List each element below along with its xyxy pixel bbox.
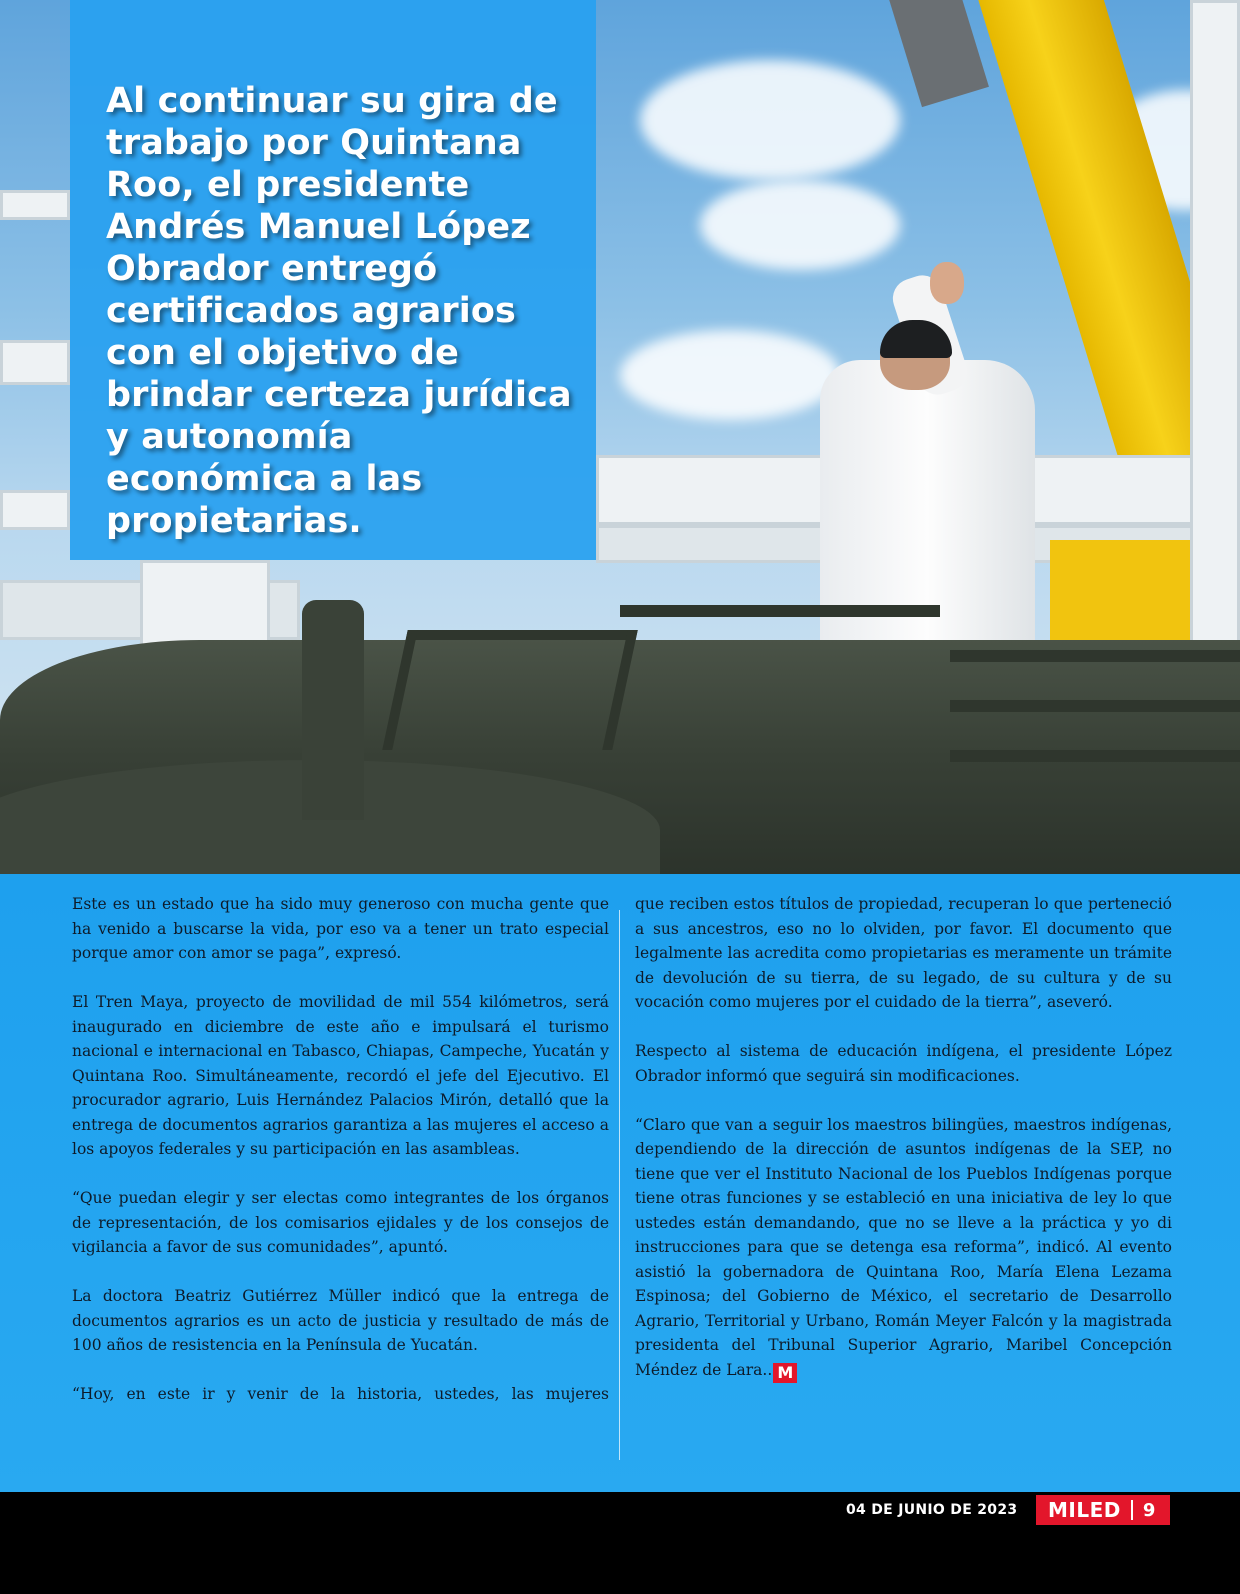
vehicle-exhaust: [302, 600, 364, 820]
brand-name: MILED: [1048, 1498, 1121, 1522]
article-column-left: [72, 892, 609, 1431]
headline: Al continuar su gira de trabajo por Quintana Roo, el presidente Andrés Manuel López Obrador entregó certificados agrarios con el objetivo de brindar certeza jurídica y autonomía económica a las propietarias.: [106, 81, 572, 541]
brand-separator: [1131, 1500, 1133, 1520]
crane-boom-top: [881, 0, 989, 107]
page-number: 9: [1142, 1499, 1156, 1521]
issue-date: 04 DE JUNIO DE 2023: [846, 1502, 1018, 1518]
paragraph: El Tren Maya, proyecto de movilidad de mil 554 kilómetros, será inaugurado en diciembre de este año e impulsará el turismo nacional e internacional en Tabasco, Chiapas, Campeche, Yucatán y Quintana Roo. Simultáneamente, recordó el jefe del Ejecutivo. El procurador agrario, Luis Hernández Palacios Mirón, detalló que la entrega de documentos agrarios garantiza a las mujeres el acceso a los apoyos federales y su participación en las asambleas.: [72, 993, 609, 1158]
paragraph: Respecto al sistema de educación indígena, el presidente López Obrador informó que seguirá sin modificaciones.: [635, 1042, 1172, 1085]
headline-box: [70, 0, 596, 560]
column-divider: [619, 910, 620, 1460]
paragraph-final: [635, 1113, 1172, 1383]
paragraph: que reciben estos títulos de propiedad, recuperan lo que perteneció a sus ancestros, eso no lo olviden, por favor. El documento que legalmente las acredita como propietarias es meramente un trámite de devolución de su tierra, de su legado, de su cultura y de su vocación como mujeres por el cuidado de la tierra”, aseveró.: [635, 895, 1172, 1011]
end-mark-logo: M: [773, 1363, 797, 1383]
page-footer: [0, 1492, 1240, 1594]
person-hand: [930, 262, 964, 304]
vehicle-windshield: [382, 630, 638, 750]
paragraph-final-text: “Claro que van a seguir los maestros bilingües, maestros indígenas, dependiendo de la dirección de asuntos indígenas de la SEP, no tiene que ver el Instituto Nacional de los Pueblos Indígenas porque tiene otras funciones y se estableció en una iniciativa de ley lo que ustedes están demandando, que no se lleve a la práctica y yo di instrucciones para que se detenga esa reforma”, indicó. Al evento asistió la gobernadora de Quintana Roo, María Elena Lezama Espinosa; del Gobierno de México, el secretario de Desarrollo Agrario, Territorial y Urbano, Román Meyer Falcón y la magistrada presidenta del Tribunal Superior Agrario, Maribel Concepción Méndez de Lara..: [635, 1115, 1172, 1379]
paragraph: “Hoy, en este ir y venir de la historia, ustedes, las mujeres: [72, 1385, 609, 1403]
paragraph: La doctora Beatriz Gutiérrez Müller indicó que la entrega de documentos agrarios es un acto de justicia y resultado de más de 100 años de resistencia en la Península de Yucatán.: [72, 1287, 609, 1354]
article-body: [0, 874, 1240, 1492]
article-column-right: [635, 892, 1172, 1407]
brand-badge: [1036, 1495, 1170, 1525]
paragraph: “Que puedan elegir y ser electas como integrantes de los órganos de representación, de los comisarios ejidales y de los consejos de vigilancia a favor de sus comunidades”, apuntó.: [72, 1189, 609, 1256]
paragraph: Este es un estado que ha sido muy generoso con mucha gente que ha venido a buscarse la vida, por eso va a tener un trato especial porque amor con amor se paga”, expresó.: [72, 895, 609, 962]
